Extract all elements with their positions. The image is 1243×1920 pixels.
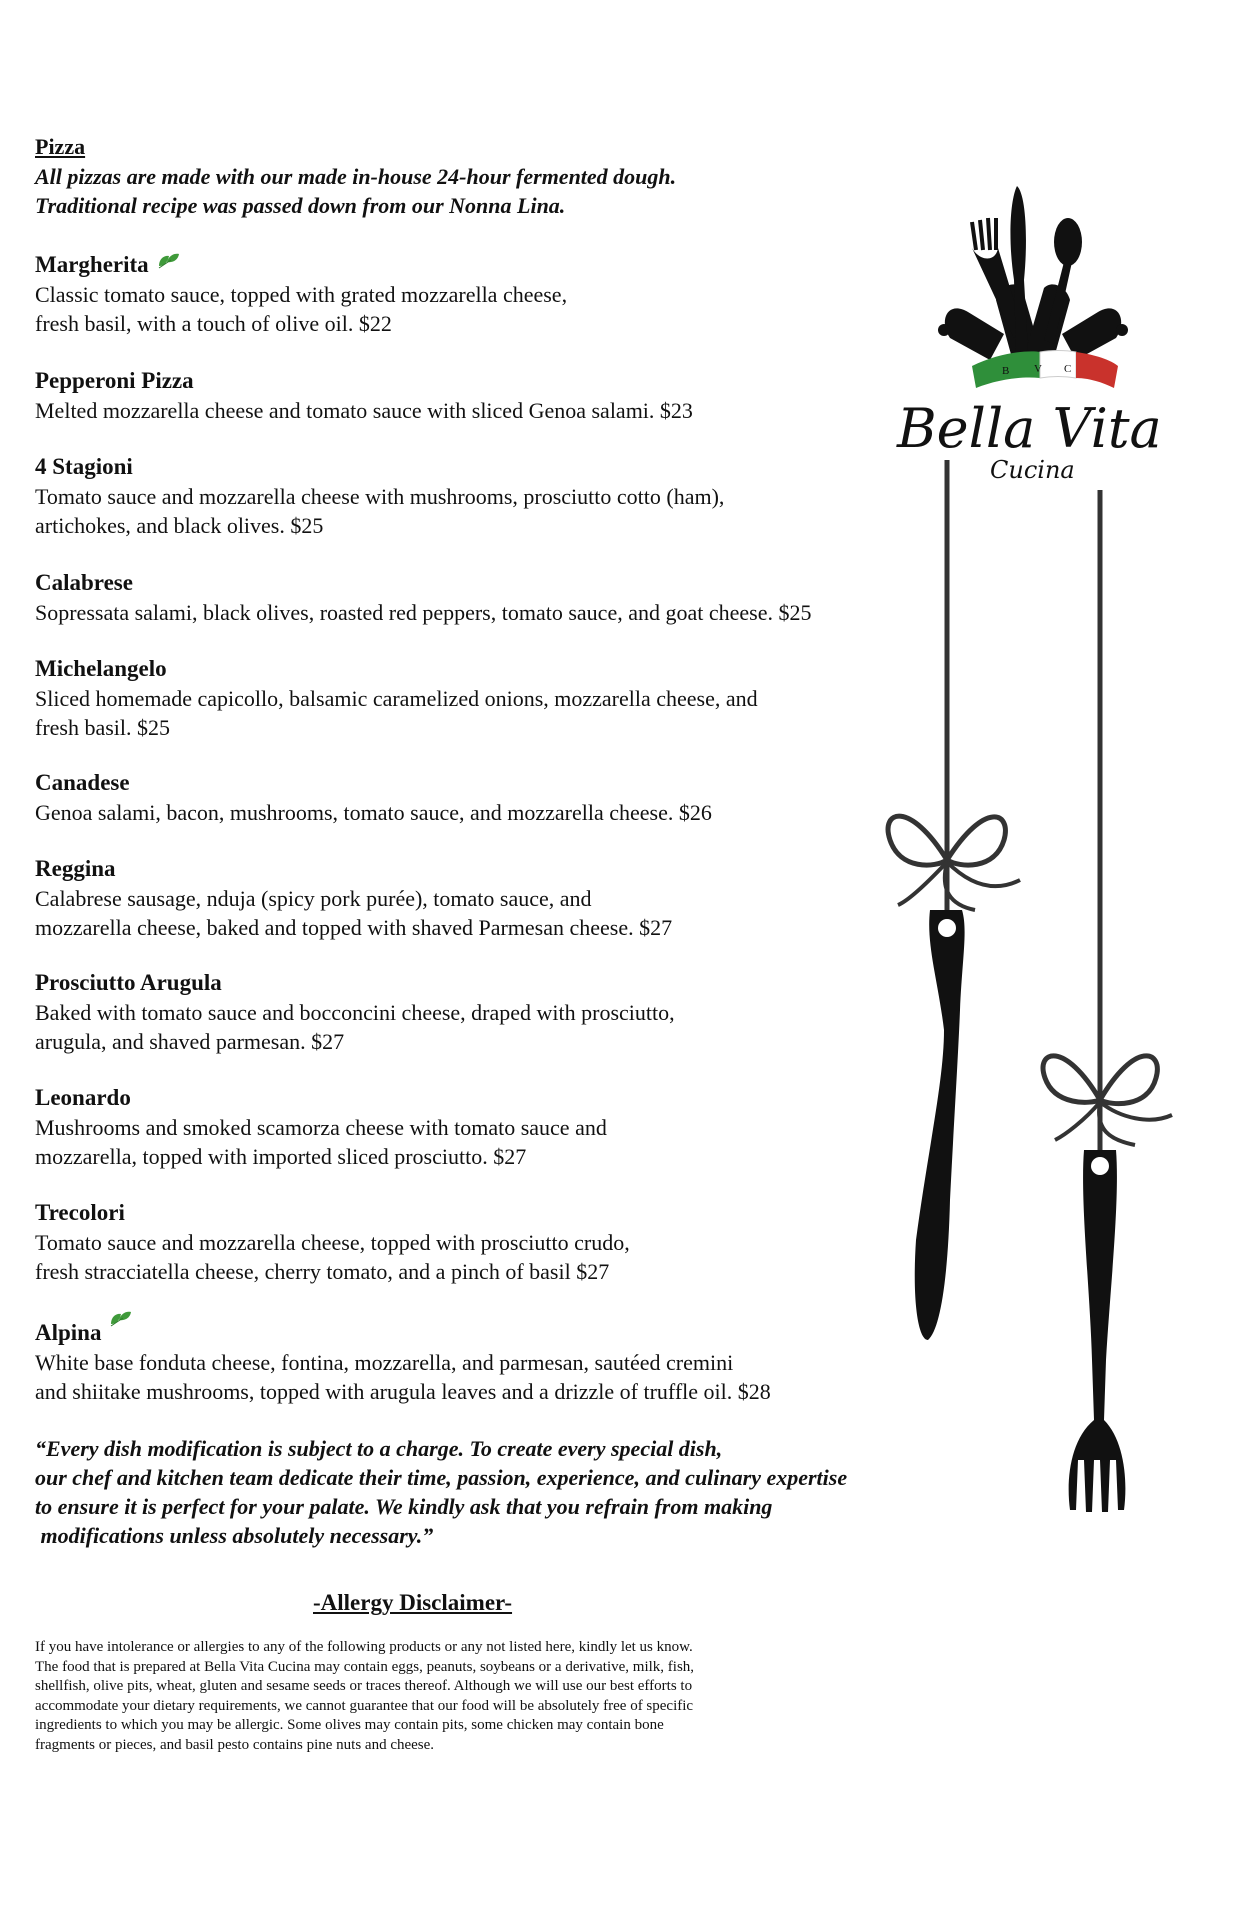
cutlery-crown-logo-icon [938,186,1128,360]
item-description: and shiitake mushrooms, topped with arugula leaves and a drizzle of truffle oil. $28 [35,1379,771,1404]
item-name: Pepperoni Pizza [35,368,194,393]
item-name: Trecolori [35,1200,125,1225]
disclaimer-line: our chef and kitchen team dedicate their time, passion, experience, and culinary expertise [35,1465,848,1490]
item-description: White base fonduta cheese, fontina, mozzarella, and parmesan, sautéed cremini [35,1350,734,1375]
disclaimer-line: “Every dish modification is subject to a charge. To create every special dish, [35,1436,723,1461]
item-description: Tomato sauce and mozzarella cheese with mushrooms, prosciutto cotto (ham), [35,484,725,509]
item-description: Melted mozzarella cheese and tomato sauce with sliced Genoa salami. $23 [35,398,693,423]
item-name: Canadese [35,770,130,795]
item-description: Baked with tomato sauce and bocconcini cheese, draped with prosciutto, [35,1000,675,1025]
item-description: Calabrese sausage, nduja (spicy pork purée), tomato sauce, and [35,886,592,911]
allergy-line: accommodate your dietary requirements, we cannot guarantee that our food will be absolutely free of specific [35,1697,694,1714]
logo-subtitle: Cucina [990,456,1075,484]
item-description: fresh basil. $25 [35,715,171,740]
item-description: mozzarella cheese, baked and topped with shaved Parmesan cheese. $27 [35,915,673,940]
item-description: Mushrooms and smoked scamorza cheese with tomato sauce and [35,1115,607,1140]
allergy-line: shellfish, olive pits, wheat, gluten and sesame seeds or traces thereof. Although we will use our best efforts to [35,1678,693,1694]
item-description: Tomato sauce and mozzarella cheese, topped with prosciutto crudo, [35,1230,630,1255]
item-description: Genoa salami, bacon, mushrooms, tomato sauce, and mozzarella cheese. $26 [35,800,712,825]
allergy-disclaimer-title: -Allergy Disclaimer- [313,1590,513,1615]
hanging-knife-icon [888,460,1020,1340]
item-description: artichokes, and black olives. $25 [35,513,324,538]
allergy-line: fragments or pieces, and basil pesto contains pine nuts and cheese. [35,1736,435,1753]
logo-initial: V [1034,363,1042,375]
hanging-fork-icon [1043,490,1172,1512]
flag-ribbon [972,351,1118,389]
allergy-line: If you have intolerance or allergies to any of the following products or any not listed here, kindly let us know. [35,1639,693,1655]
logo-name: Bella Vita [897,397,1162,460]
item-name: Prosciutto Arugula [35,970,222,995]
item-name: 4 Stagioni [35,454,133,479]
item-description: Classic tomato sauce, topped with grated mozzarella cheese, [35,282,568,307]
allergy-line: ingredients to which you may be allergic. Some olives may contain pits, some chicken may contain bone [35,1717,664,1733]
item-name: Leonardo [35,1085,131,1110]
item-description: Sopressata salami, black olives, roasted red peppers, tomato sauce, and goat cheese. $25 [35,600,812,625]
item-name: Alpina [35,1320,102,1345]
item-description: Sliced homemade capicollo, balsamic caramelized onions, mozzarella cheese, and [35,686,758,711]
item-description: fresh basil, with a touch of olive oil. $22 [35,311,392,336]
intro-line: Traditional recipe was passed down from our Nonna Lina. [35,193,566,218]
allergy-line: The food that is prepared at Bella Vita Cucina may contain eggs, peanuts, soybeans or a derivative, milk, fish, [35,1658,695,1675]
item-description: arugula, and shaved parmesan. $27 [35,1029,345,1054]
item-name: Calabrese [35,570,133,595]
logo-initial: C [1064,363,1072,375]
item-description: fresh stracciatella cheese, cherry tomato, and a pinch of basil $27 [35,1259,610,1284]
item-name: Michelangelo [35,656,167,681]
item-name: Margherita [35,252,149,277]
item-name: Reggina [35,856,116,881]
logo-initial: B [1002,365,1010,377]
section-title: Pizza [35,134,86,159]
item-description: mozzarella, topped with imported sliced prosciutto. $27 [35,1144,527,1169]
disclaimer-line: to ensure it is perfect for your palate. We kindly ask that you refrain from making [35,1494,773,1519]
disclaimer-line: modifications unless absolutely necessary.” [35,1523,434,1548]
intro-line: All pizzas are made with our made in-house 24-hour fermented dough. [35,164,677,189]
